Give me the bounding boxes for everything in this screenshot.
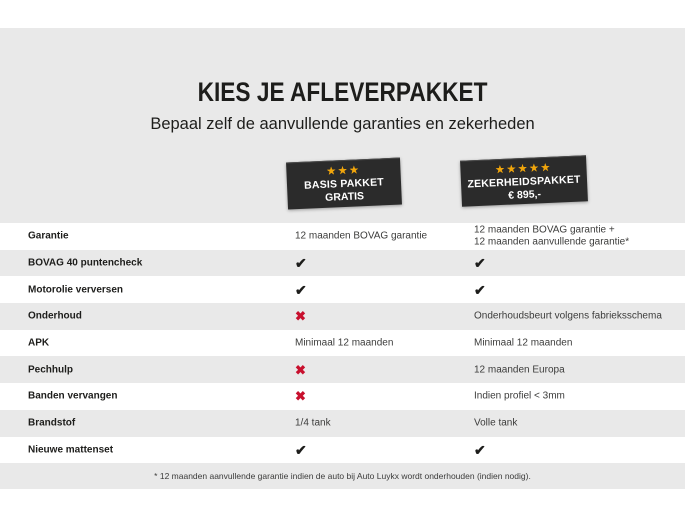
cell-text: 12 maanden BOVAG garantie + 12 maanden aanvullende garantie* — [474, 224, 630, 248]
check-icon: ✔ — [295, 441, 307, 458]
row-label: Nieuwe mattenset — [28, 444, 114, 456]
package-comparison-panel — [0, 28, 685, 489]
table-row — [0, 223, 685, 250]
row-label: Garantie — [28, 230, 69, 242]
package-price: GRATIS — [324, 190, 365, 204]
row-label: Banden vervangen — [28, 390, 118, 402]
check-icon: ✔ — [474, 255, 486, 272]
row-label: BOVAG 40 puntencheck — [28, 257, 143, 269]
table-row — [0, 437, 685, 464]
package-badge-zekerheid[interactable] — [460, 155, 588, 206]
table-row — [0, 330, 685, 357]
package-badge-basis[interactable] — [286, 158, 402, 210]
cell-text: Minimaal 12 maanden — [295, 337, 394, 349]
footnote-bar — [0, 463, 685, 489]
star-rating-icons: ★★★ — [326, 164, 361, 178]
check-icon: ✔ — [474, 281, 486, 298]
table-row — [0, 410, 685, 437]
comparison-table — [0, 223, 685, 463]
row-label: Motorolie verversen — [28, 283, 124, 295]
cell-text: 12 maanden Europa — [474, 364, 565, 376]
page-title — [0, 28, 685, 108]
page-title-text: KIES JE AFLEVERPAKKET — [197, 77, 488, 107]
package-name: BASIS PAKKET — [303, 176, 385, 192]
check-icon: ✔ — [295, 255, 307, 272]
package-price: € 895,- — [507, 187, 542, 202]
cell-text: Minimaal 12 maanden — [474, 337, 573, 349]
row-label: Brandstof — [28, 417, 76, 429]
cell-text: Onderhoudsbeurt volgens fabrieksschema — [474, 310, 662, 322]
cell-text: Volle tank — [474, 417, 518, 429]
table-row — [0, 303, 685, 330]
cross-icon: ✖ — [295, 308, 306, 324]
cell-text: Indien profiel < 3mm — [474, 390, 565, 402]
row-label: Pechhulp — [28, 364, 74, 376]
package-name: ZEKERHEIDSPAKKET — [467, 173, 581, 190]
cell-text: 1/4 tank — [295, 417, 331, 429]
table-row — [0, 356, 685, 383]
check-icon: ✔ — [295, 281, 307, 298]
cell-text: 12 maanden BOVAG garantie — [295, 230, 428, 242]
check-icon: ✔ — [474, 441, 486, 458]
table-row — [0, 276, 685, 303]
cross-icon: ✖ — [295, 362, 306, 378]
row-label: Onderhoud — [28, 310, 82, 322]
star-rating-icons: ★★★★★ — [494, 161, 553, 176]
footnote-text: * 12 maanden aanvullende garantie indien de auto bij Auto Luykx wordt onderhouden (indien nodig). — [154, 471, 531, 482]
page-subtitle: Bepaal zelf de aanvullende garanties en zekerheden — [150, 115, 535, 133]
table-row — [0, 383, 685, 410]
row-label: APK — [28, 337, 50, 349]
cross-icon: ✖ — [295, 388, 306, 404]
table-row — [0, 250, 685, 277]
